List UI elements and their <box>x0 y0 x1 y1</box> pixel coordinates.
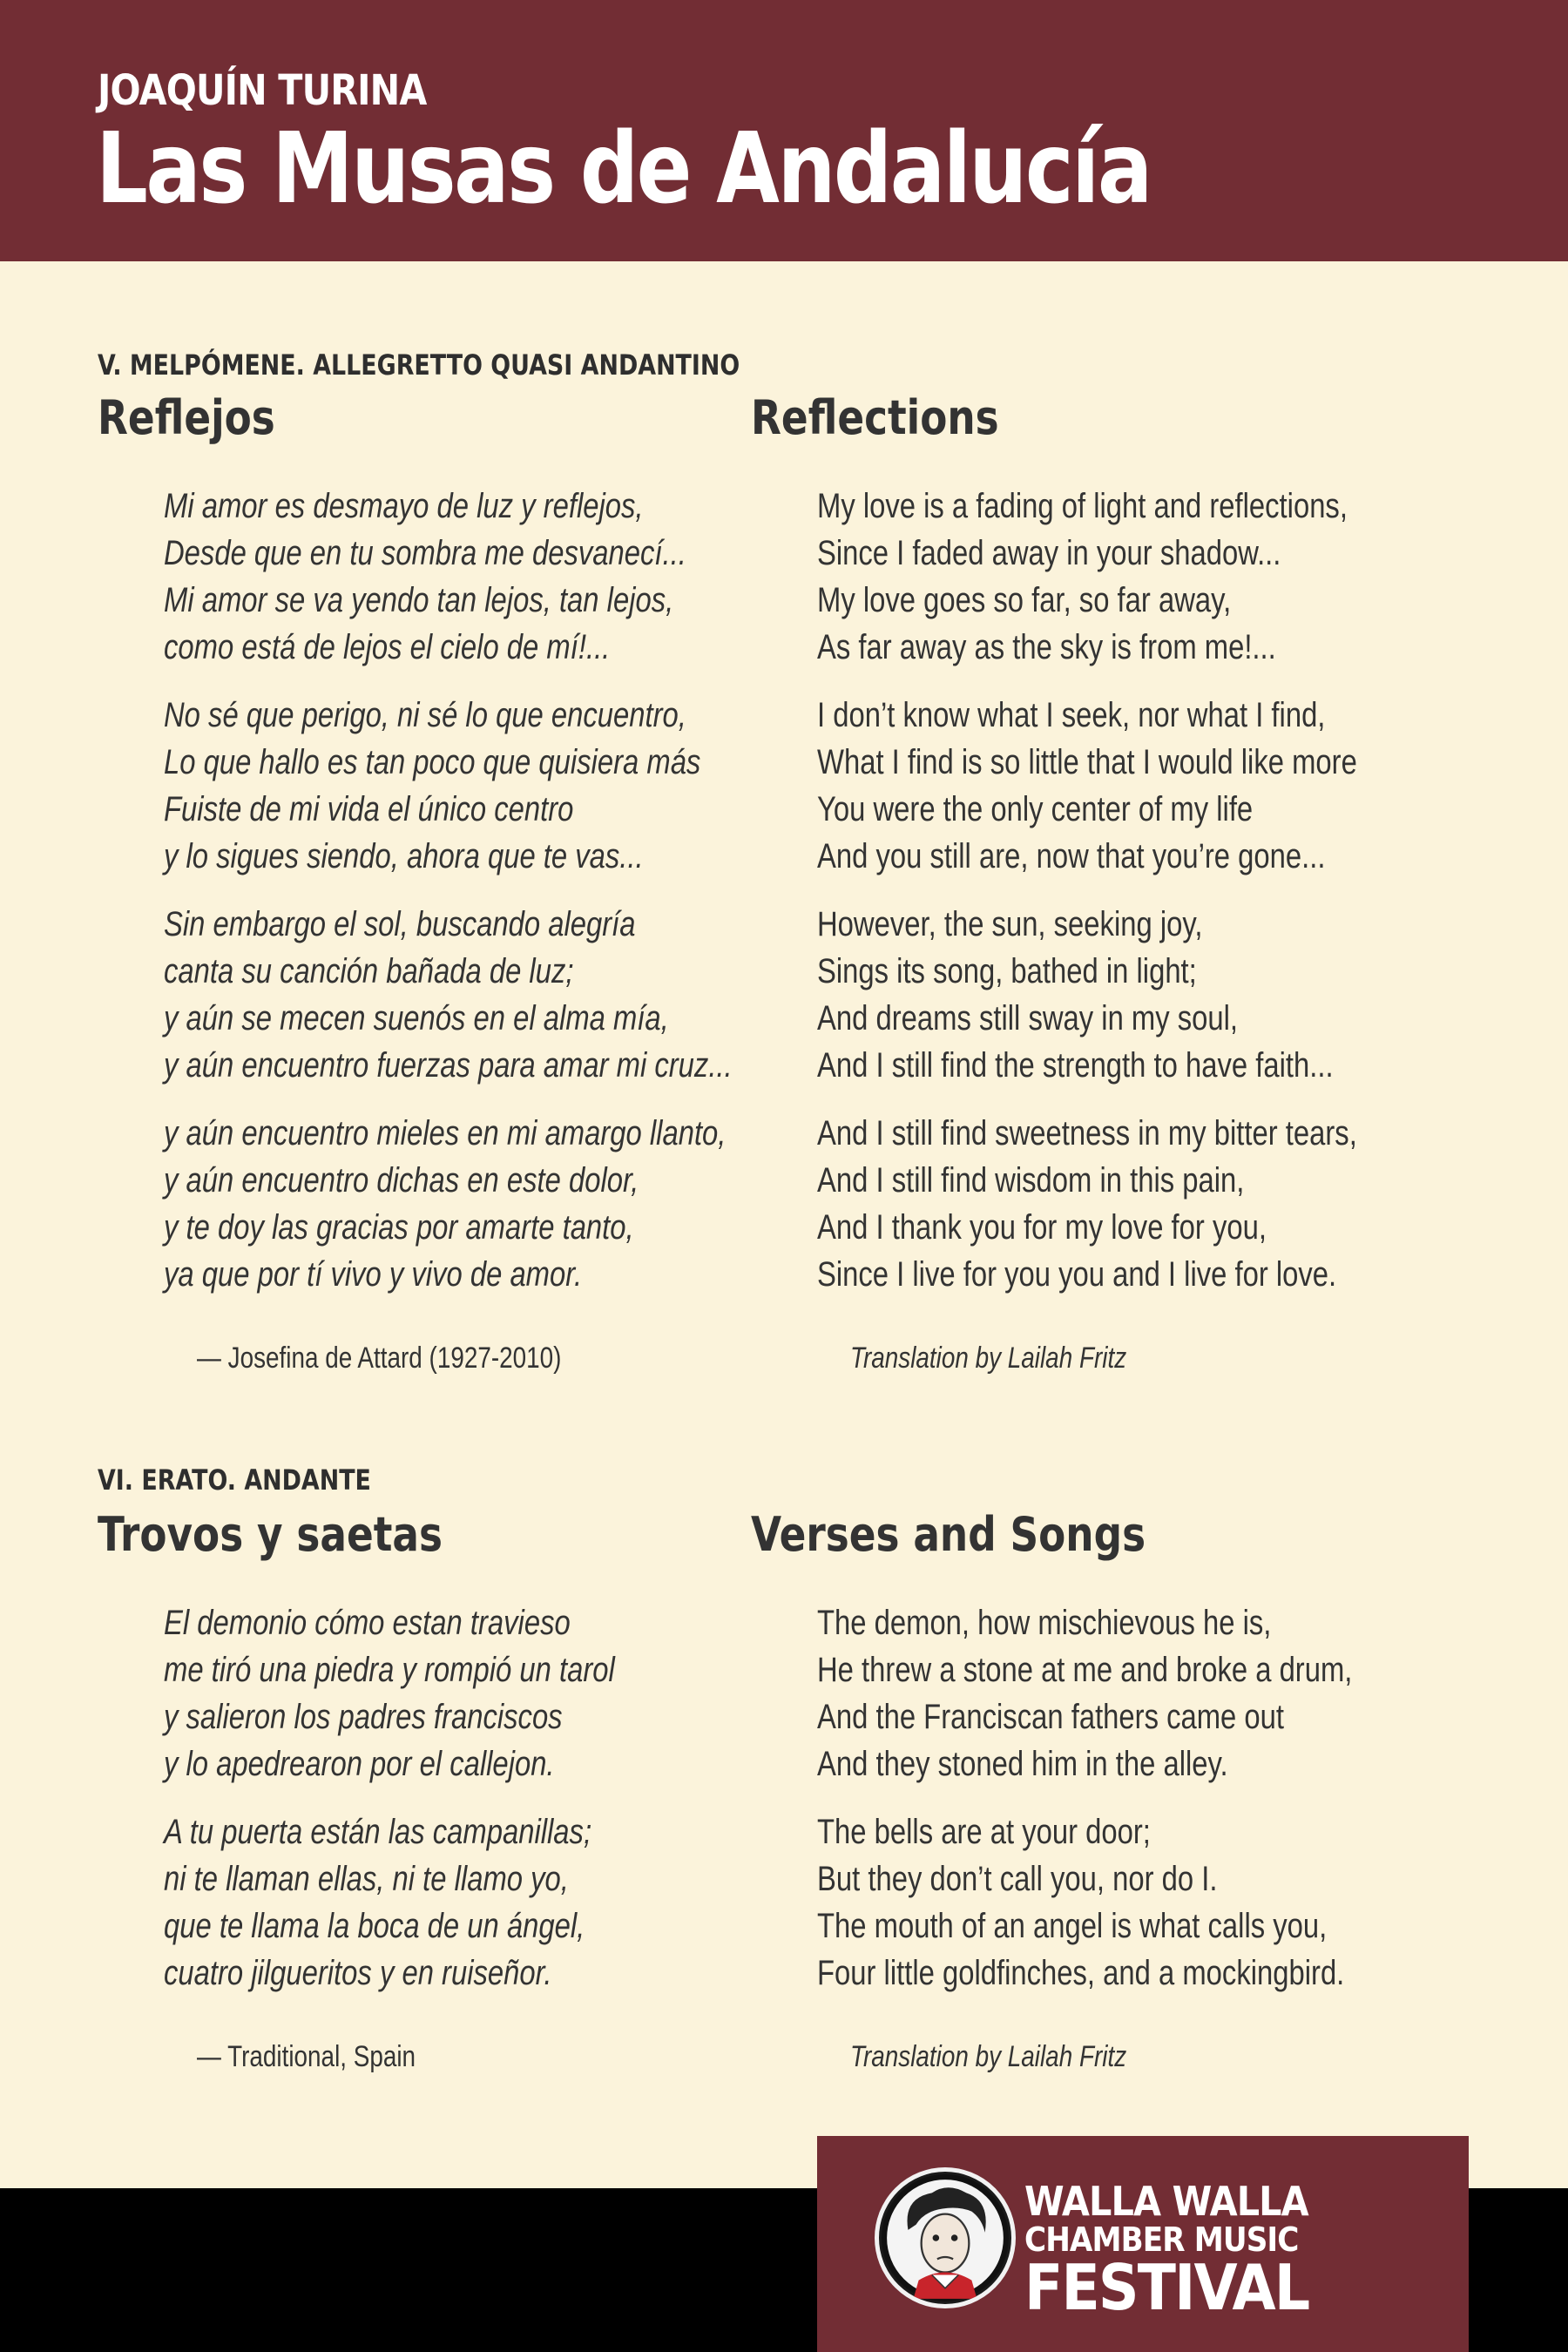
stanza <box>817 1599 1353 1788</box>
stanza <box>164 1599 664 1788</box>
translation-credit: Translation by Lailah Fritz <box>850 2040 1127 2073</box>
poem-line: Desde que en tu sombra me desvanecí... <box>164 534 686 572</box>
logo-line-walla-walla: WALLA WALLA <box>1024 2178 1308 2225</box>
poem-line: Four little goldfinches, and a mockingbird. <box>817 1954 1345 1992</box>
festival-logo <box>817 2136 1469 2352</box>
poem-line: Since I live for you you and I live for love. <box>817 1255 1337 1294</box>
stanza <box>817 1110 1357 1298</box>
poem-line: y aún encuentro mieles en mi amargo llanto, <box>164 1114 727 1152</box>
poem-line: Fuiste de mi vida el único centro <box>164 790 574 828</box>
poem-line: que te llama la boca de un ángel, <box>164 1907 585 1945</box>
poem-line: El demonio cómo estan travieso <box>164 1604 571 1642</box>
stanza <box>817 901 1334 1089</box>
logo-line-chamber-music: CHAMBER MUSIC <box>1024 2220 1299 2259</box>
poem-line: And I thank you for my love for you, <box>817 1208 1267 1247</box>
stanza <box>164 1110 727 1298</box>
translation-credit: Translation by Lailah Fritz <box>850 1342 1127 1375</box>
poem-line: y lo sigues siendo, ahora que te vas... <box>164 837 644 875</box>
poem-line: You were the only center of my life <box>817 790 1254 828</box>
poet-credit: — Traditional, Spain <box>197 2040 416 2073</box>
original-poem <box>164 1599 664 2017</box>
translation-song-title: Reflections <box>751 390 999 445</box>
poem-line: I don’t know what I seek, nor what I find, <box>817 696 1326 734</box>
poem-line: As far away as the sky is from me!... <box>817 628 1276 666</box>
poem-line: canta su canción bañada de luz; <box>164 952 574 990</box>
poem-line: Lo que hallo es tan poco que quisiera más <box>164 743 701 781</box>
poem-line: Since I faded away in your shadow... <box>817 534 1281 572</box>
poem-line: Mi amor se va yendo tan lejos, tan lejos, <box>164 581 674 619</box>
poem-line: And the Franciscan fathers came out <box>817 1698 1285 1736</box>
poem-line: cuatro jilgueritos y en ruiseñor. <box>164 1954 552 1992</box>
poem-line: Sin embargo el sol, buscando alegría <box>164 905 636 943</box>
poem-line: The mouth of an angel is what calls you, <box>817 1907 1328 1945</box>
beethoven-portrait-icon <box>875 2167 1016 2308</box>
header-banner <box>0 0 1568 261</box>
poem-line: And they stoned him in the alley. <box>817 1745 1228 1783</box>
poem-line: ni te llaman ellas, ni te llamo yo, <box>164 1860 569 1898</box>
poem-line: como está de lejos el cielo de mí!... <box>164 628 611 666</box>
poem-line: Mi amor es desmayo de luz y reflejos, <box>164 487 644 525</box>
poem-line: A tu puerta están las campanillas; <box>164 1813 592 1851</box>
poem-line: My love goes so far, so far away, <box>817 581 1232 619</box>
poem-line: He threw a stone at me and broke a drum, <box>817 1651 1353 1689</box>
poet-credit: — Josefina de Attard (1927-2010) <box>197 1342 562 1375</box>
poem-line: me tiró una piedra y rompió un tarol <box>164 1651 615 1689</box>
stanza <box>164 483 686 671</box>
original-poem <box>164 483 733 1319</box>
original-song-title: Trovos y saetas <box>98 1507 443 1562</box>
work-title: Las Musas de Andalucía <box>96 112 1151 226</box>
poem-line: My love is a fading of light and reflections, <box>817 487 1348 525</box>
poem-line: y lo apedrearon por el callejon. <box>164 1745 555 1783</box>
poem-line: Sings its song, bathed in light; <box>817 952 1197 990</box>
stanza <box>817 1808 1345 1997</box>
stanza <box>817 483 1348 671</box>
poem-line: y te doy las gracias por amarte tanto, <box>164 1208 634 1247</box>
logo-line-festival: FESTIVAL <box>1024 2251 1309 2324</box>
poem-line: y aún se mecen suenós en el alma mía, <box>164 999 669 1037</box>
composer-name: JOAQUÍN TURINA <box>98 66 427 115</box>
translation-song-title: Verses and Songs <box>751 1507 1146 1562</box>
poem-line: y salieron los padres franciscos <box>164 1698 563 1736</box>
poem-line: y aún encuentro dichas en este dolor, <box>164 1161 639 1200</box>
stanza <box>164 692 701 880</box>
poem-line: And dreams still sway in my soul, <box>817 999 1239 1037</box>
poem-line: ya que por tí vivo y vivo de amor. <box>164 1255 583 1294</box>
poem-line: And I still find sweetness in my bitter tears, <box>817 1114 1357 1152</box>
poem-line: What I find is so little that I would like more <box>817 743 1357 781</box>
poem-line: But they don’t call you, nor do I. <box>817 1860 1218 1898</box>
movement-label: V. MELPÓMENE. ALLEGRETTO QUASI ANDANTINO <box>98 348 740 382</box>
translation-poem <box>817 1599 1353 2017</box>
stanza <box>164 901 733 1089</box>
logo-wordmark <box>1024 2178 1309 2324</box>
poem-line: y aún encuentro fuerzas para amar mi cruz... <box>164 1046 733 1085</box>
stanza <box>164 1808 664 1997</box>
poem-line: The bells are at your door; <box>817 1813 1151 1851</box>
original-song-title: Reflejos <box>98 390 275 445</box>
poem-line: And I still find wisdom in this pain, <box>817 1161 1245 1200</box>
poem-line: However, the sun, seeking joy, <box>817 905 1203 943</box>
translation-poem <box>817 483 1357 1319</box>
movement-label: VI. ERATO. ANDANTE <box>98 1463 371 1497</box>
stanza <box>817 692 1357 880</box>
poem-line: The demon, how mischievous he is, <box>817 1604 1272 1642</box>
poem-line: And I still find the strength to have faith... <box>817 1046 1334 1085</box>
poem-line: No sé que perigo, ni sé lo que encuentro, <box>164 696 686 734</box>
poem-line: And you still are, now that you’re gone... <box>817 837 1326 875</box>
